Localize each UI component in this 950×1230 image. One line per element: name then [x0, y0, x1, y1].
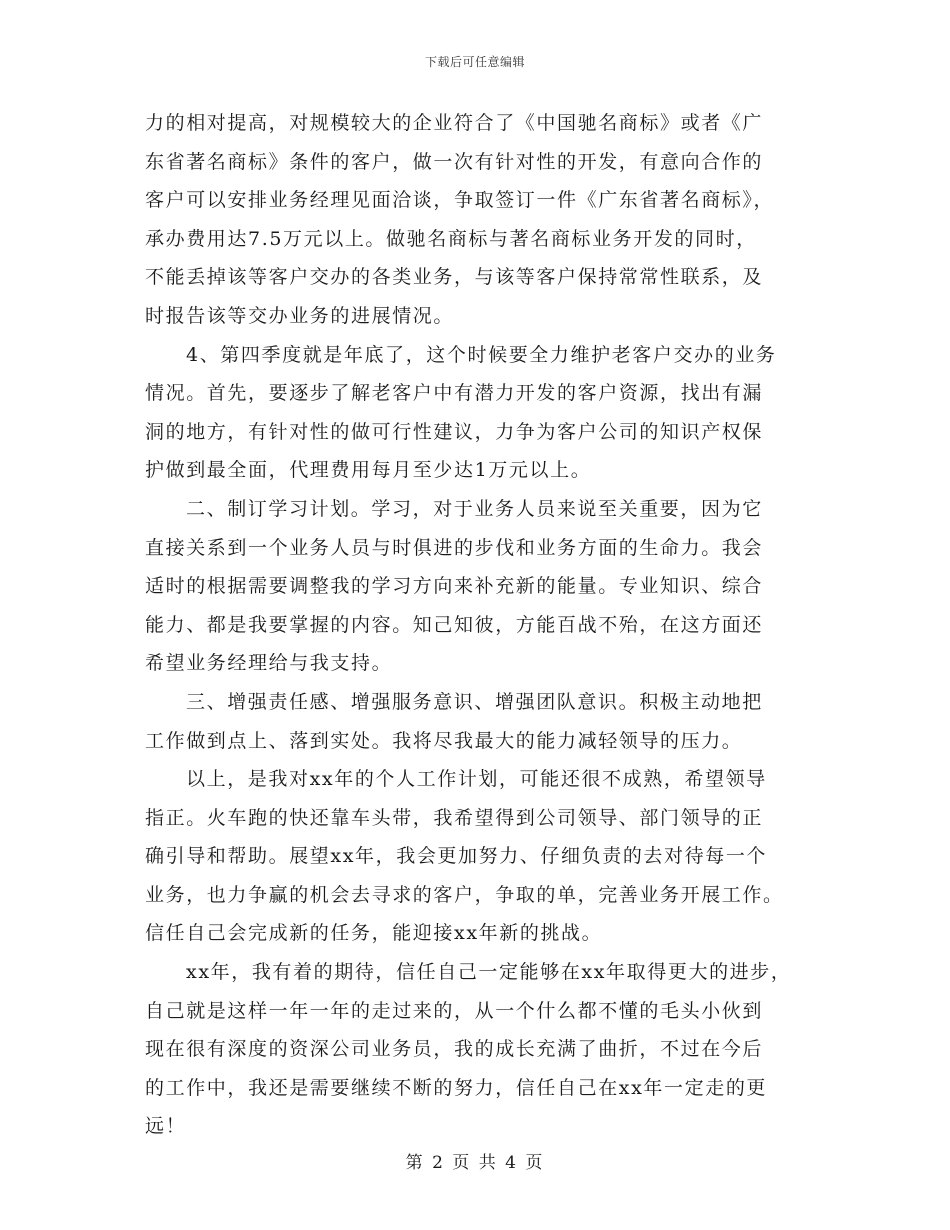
paragraph-line: 现在很有深度的资深公司业务员，我的成长充满了曲折，不过在今后 [145, 1038, 764, 1061]
paragraph-line: 希望业务经理给与我支持。 [145, 652, 393, 675]
document-body [145, 104, 821, 1146]
paragraph-line: 东省著名商标》条件的客户，做一次有针对性的开发，有意向合作的 [145, 150, 764, 173]
paragraph-line: 护做到最全面，代理费用每月至少达1万元以上。 [145, 459, 592, 482]
paragraph-line: 承办费用达7.5万元以上。做驰名商标与著名商标业务开发的同时， [145, 227, 757, 250]
paragraph-line: 直接关系到一个业务人员与时俱进的步伐和业务方面的生命力。我会 [145, 536, 764, 559]
paragraph-line: 客户可以安排业务经理见面洽谈，争取签订一件《广东省著名商标》， [145, 189, 775, 212]
paragraph-line: 信任自己会完成新的任务，能迎接xx年新的挑战。 [145, 922, 603, 945]
paragraph-4 [145, 683, 821, 760]
paragraph-line: 工作做到点上、落到实处。我将尽我最大的能力减轻领导的压力。 [145, 729, 743, 752]
paragraph-line: 4、第四季度就是年底了，这个时候要全力维护老客户交办的业务 [186, 343, 777, 366]
paragraph-line: 力的相对提高，对规模较大的企业符合了《中国驰名商标》或者《广 [145, 112, 764, 134]
paragraph-line: 时报告该等交办业务的进展情况。 [145, 304, 455, 327]
paragraph-line: 以上，是我对xx年的个人工作计划，可能还很不成熟，希望领导 [186, 768, 767, 791]
paragraph-1 [145, 104, 821, 336]
paragraph-line: 自己就是这样一年一年的走过来的，从一个什么都不懂的毛头小伙到 [145, 999, 764, 1022]
paragraph-line: 指正。火车跑的快还靠车头带，我希望得到公司领导、部门领导的正 [145, 806, 764, 829]
paragraph-2 [145, 336, 821, 490]
paragraph-line: 三、增强责任感、增强服务意识、增强团队意识。积极主动地把 [186, 690, 763, 713]
paragraph-line: 业务，也力争赢的机会去寻求的客户，争取的单，完善业务开展工作。 [145, 883, 784, 906]
page-header: 下载后可任意编辑 [424, 55, 525, 69]
paragraph-line: 确引导和帮助。展望xx年，我会更加努力、仔细负责的去对待每一个 [145, 845, 768, 868]
paragraph-line: 情况。首先，要逐步了解老客户中有潜力开发的客户资源，找出有漏 [145, 382, 764, 405]
paragraph-line: 二、制订学习计划。学习，对于业务人员来说至关重要，因为它 [186, 497, 763, 520]
paragraph-line: 的工作中，我还是需要继续不断的努力，信任自己在xx年一定走的更 [145, 1076, 768, 1099]
paragraph-line: 不能丢掉该等客户交办的各类业务，与该等客户保持常常性联系，及 [145, 266, 764, 289]
page-number-footer: 第 2 页 共 4 页 [405, 1153, 545, 1173]
paragraph-line: 适时的根据需要调整我的学习方向来补充新的能量。专业知识、综合 [145, 575, 764, 598]
paragraph-6 [145, 953, 821, 1146]
paragraph-line: 能力、都是我要掌握的内容。知己知彼，方能百战不殆，在这方面还 [145, 613, 764, 636]
paragraph-3 [145, 490, 821, 683]
paragraph-line: 远！ [145, 1115, 187, 1138]
paragraph-line: 洞的地方，有针对性的做可行性建议，力争为客户公司的知识产权保 [145, 420, 764, 443]
paragraph-line: xx年，我有着的期待，信任自己一定能够在xx年取得更大的进步， [186, 961, 792, 984]
paragraph-5 [145, 760, 821, 953]
